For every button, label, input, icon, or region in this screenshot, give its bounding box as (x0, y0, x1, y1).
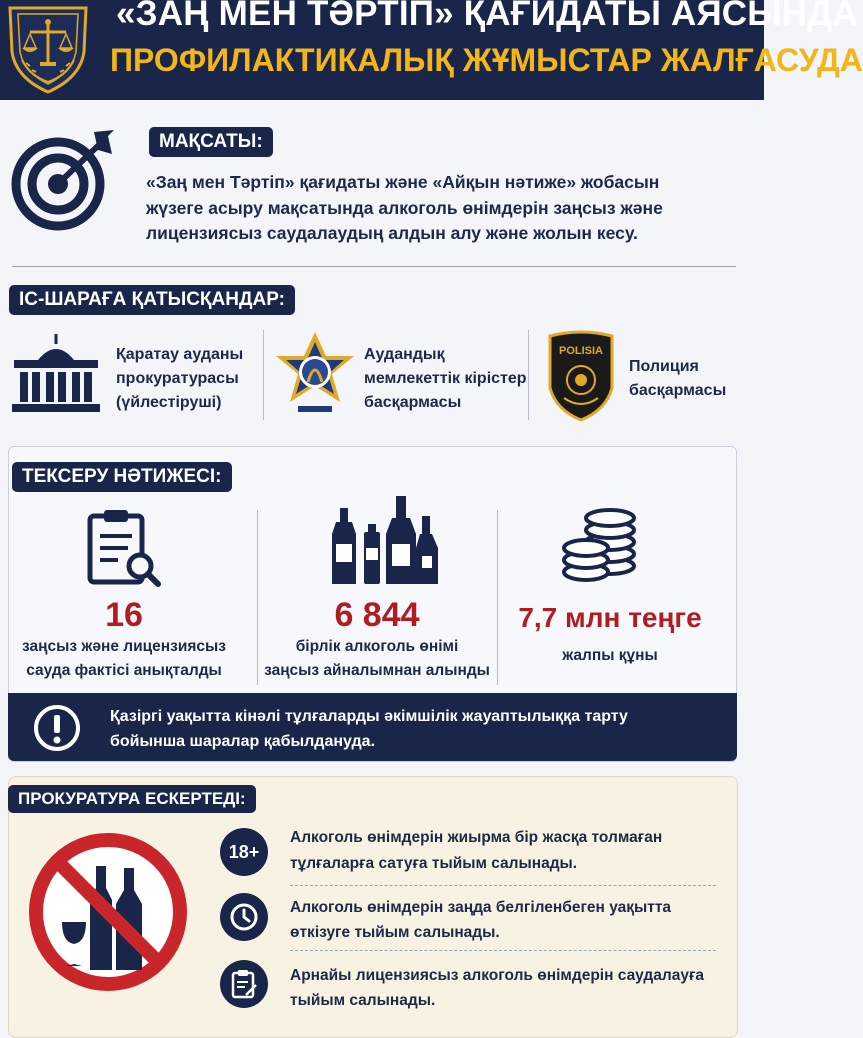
participant-2-line-1: Аудандық (364, 346, 445, 363)
stat-1-value: 16 (105, 596, 143, 634)
participant-2-line-2: мемлекеттік кірістер (364, 370, 527, 387)
participant-1-line-3: (үйлестіруші) (116, 394, 222, 411)
stat-2-caption-line-1: бірлік алкоголь өнімі (295, 638, 459, 655)
alcohol-bottles-icon (330, 494, 442, 588)
no-alcohol-icon (26, 830, 190, 994)
header-banner (0, 0, 863, 100)
scales-of-justice-emblem-icon (0, 0, 96, 96)
goal-text-line-1: «Заң мен Тәртіп» қағидаты және «Айқын нәтиже» жобасын (146, 172, 660, 192)
page-subtitle: ПРОФИЛАКТИКАЛЫҚ ЖҰМЫСТАР ЖАЛҒАСУДА (110, 42, 863, 78)
stat-3-caption-line-1: жалпы құны (562, 647, 658, 664)
exclamation-circle-icon (32, 703, 82, 753)
clock-icon (220, 893, 268, 941)
goal-text-line-2: жүзеге асыру мақсатында алкоголь өнімдерін заңсыз және (146, 198, 663, 218)
warning-divider-2 (290, 950, 716, 951)
page-title: «ЗАҢ МЕН ТӘРТІП» ҚАҒИДАТЫ АЯСЫНДА (116, 0, 858, 33)
warning-3-line-1: Арнайы лицензиясыз алкоголь өнімдерін саудалауға (290, 967, 705, 984)
results-notice-line-2: бойынша шаралар қабылдануда. (110, 733, 376, 750)
goal-label: МАҚСАТЫ: (149, 127, 273, 157)
warning-3-line-2: тыйым салынады. (290, 992, 436, 1009)
results-divider-1 (257, 510, 258, 685)
clipboard-license-icon (220, 960, 268, 1008)
participants-divider-2 (528, 330, 529, 420)
stat-2-caption-line-2: заңсыз айналымнан алынды (264, 662, 490, 679)
police-badge-icon (546, 330, 616, 422)
participant-1-line-1: Қаратау ауданы (116, 346, 244, 363)
warning-label: ПРОКУРАТУРА ЕСКЕРТЕДІ: (8, 785, 256, 813)
warning-divider-1 (290, 885, 716, 886)
participant-3-line-1: Полиция (629, 358, 699, 375)
stat-2-value: 6 844 (334, 596, 420, 634)
goal-text-line-3: лицензиясыз саудалаудың алдын алу және жолын кесу. (146, 223, 638, 243)
warning-1-line-2: тұлғаларға сатуға тыйым салынады. (290, 855, 578, 872)
participant-3-line-2: басқармасы (629, 382, 727, 399)
clipboard-search-icon (88, 508, 162, 588)
participant-2-line-3: басқармасы (364, 394, 462, 411)
results-label: ТЕКСЕРУ НӘТИЖЕСІ: (12, 462, 232, 492)
section-divider (12, 266, 736, 267)
warning-1-line-1: Алкоголь өнімдерін жиырма бір жасқа толмаған (290, 829, 663, 846)
warning-2-line-1: Алкоголь өнімдерін заңда белгіленбеген уақытта (290, 899, 672, 916)
stat-1-caption-line-2: сауда фактісі анықталды (26, 662, 222, 679)
state-revenue-emblem-icon (274, 330, 356, 420)
government-building-icon (10, 332, 102, 414)
participants-label: ІС-ШАРАҒА ҚАТЫСҚАНДАР: (9, 285, 295, 315)
participants-divider-1 (263, 330, 264, 420)
stat-3-value: 7,7 млн теңге (518, 602, 702, 633)
age-18-plus-icon: 18+ (220, 828, 268, 876)
results-divider-2 (497, 510, 498, 685)
warning-2-line-2: өткізуге тыйым салынады. (290, 924, 500, 941)
results-notice-line-1: Қазіргі уақытта кінәлі тұлғаларды әкімшілік жауаптылыққа тарту (110, 708, 628, 725)
target-arrow-icon (10, 128, 116, 230)
police-badge-text: POLISIA (558, 345, 604, 357)
participant-1-line-2: прокуратурасы (116, 370, 239, 387)
coin-stacks-icon (562, 506, 638, 584)
stat-1-caption-line-1: заңсыз және лицензиясыз (22, 638, 226, 655)
